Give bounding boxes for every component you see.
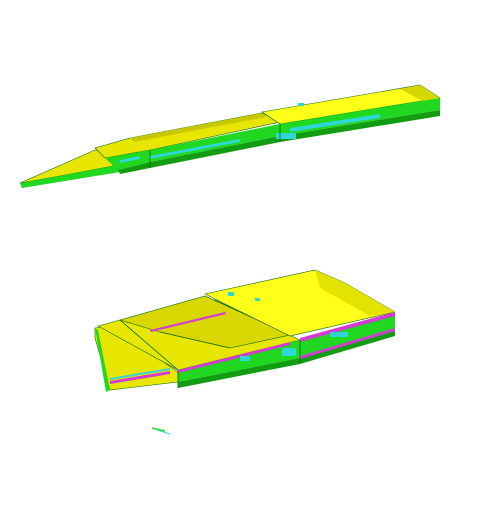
lower-model[interactable] <box>95 270 395 392</box>
upper-cyan-block <box>276 133 296 139</box>
lower-cyan-block-1 <box>282 348 296 356</box>
upper-cyan-dot <box>298 103 304 106</box>
lower-cyan-block-4 <box>228 292 234 296</box>
stray-fragment <box>152 428 170 434</box>
upper-model[interactable] <box>20 85 440 188</box>
lower-cyan-block-2 <box>240 356 250 361</box>
lower-cyan-block-3 <box>330 332 348 337</box>
lower-cyan-block-5 <box>255 298 260 301</box>
